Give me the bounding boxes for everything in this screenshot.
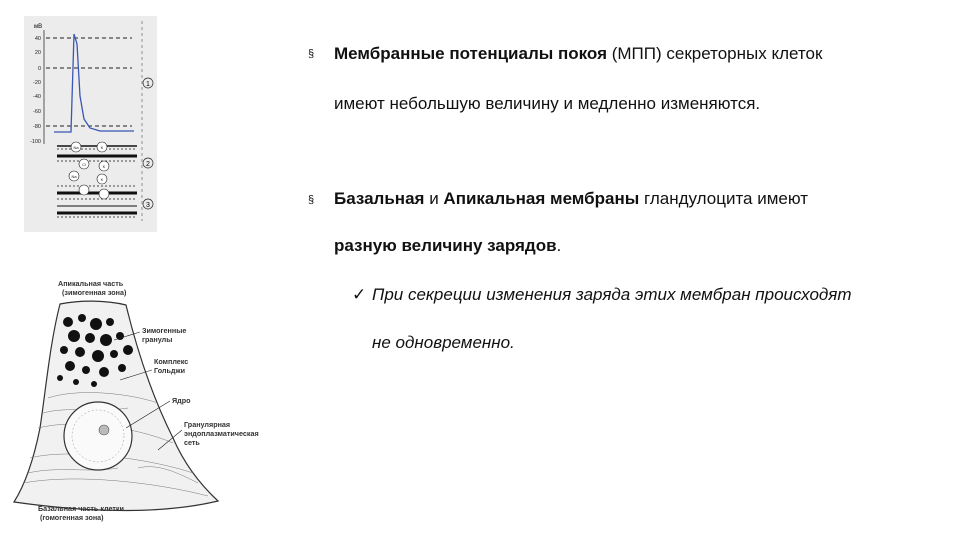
p2-bold-1: Базальная (334, 189, 425, 208)
p2-line2-bold: разную величину зарядов (334, 236, 557, 255)
tick-label: 20 (34, 50, 41, 56)
membrane-diagram (57, 142, 137, 217)
paragraph-3-line-1: При секреции изменения заряда этих мембран происходят (372, 285, 852, 304)
er-label: Гранулярная (184, 420, 231, 429)
er-label: эндоплазматическая (184, 429, 259, 438)
dashed-reference-lines (46, 38, 132, 126)
tick-label: 40 (34, 36, 41, 42)
tick-label: -20 (33, 80, 41, 86)
p1-bold: Мембранные потенциалы покоя (334, 44, 608, 63)
ion-label: K (100, 177, 104, 182)
action-potential-curve (54, 34, 134, 132)
paragraph-1-line-2: имеют небольшую величину и медленно изменяются. (334, 94, 761, 113)
basal-label: Базальная часть клетки (38, 504, 124, 513)
nucleus (64, 402, 132, 470)
membrane-potential-figure (24, 16, 157, 232)
checkmark-icon: ✓ (352, 285, 367, 304)
paragraph-3-line-2: не одновременно. (372, 333, 515, 352)
tick-label: -60 (33, 109, 41, 115)
er-label: сеть (184, 438, 200, 447)
ion-label: K (102, 164, 106, 169)
p2-line2-end: . (556, 236, 562, 255)
cell-outline (14, 301, 218, 510)
apical-label: (зимогенная зона) (62, 288, 127, 297)
paragraph-1-line-1 (334, 44, 822, 64)
bullet-marker: § (308, 48, 315, 60)
marker-label: 3 (146, 202, 150, 209)
tick-label: -80 (33, 124, 41, 130)
ion-label: Na (71, 174, 77, 179)
glandulocyte-figure (8, 278, 298, 530)
marker-label: 2 (146, 161, 150, 168)
unit-label: мВ (34, 24, 43, 30)
y-axis (30, 30, 44, 145)
marker-label: 1 (146, 81, 150, 88)
p2-rest: гландулоцита имеют (639, 189, 809, 208)
basal-label: (гомогенная зона) (40, 513, 104, 522)
p2-mid: и (424, 189, 444, 208)
paragraph-2-line-2 (334, 236, 561, 256)
tick-label: 0 (37, 66, 41, 72)
tick-label: -40 (33, 94, 41, 100)
zymogen-label: гранулы (142, 335, 173, 344)
p1-rest: (МПП) секреторных клеток (607, 44, 823, 63)
golgi-label: Гольджи (154, 366, 185, 375)
circle-markers (143, 78, 153, 209)
golgi-label: Комплекс (154, 357, 189, 366)
ion-label: Cl (82, 162, 86, 167)
nucleus-label: Ядро (172, 396, 191, 405)
ion-label: Na (73, 145, 79, 150)
apical-label: Апикальная часть (58, 279, 124, 288)
p2-bold-2: Апикальная мембраны (443, 189, 640, 208)
tick-label: -100 (29, 139, 41, 145)
zymogen-label: Зимогенные (142, 326, 187, 335)
bullet-marker: § (308, 194, 315, 206)
paragraph-2-line-1 (334, 189, 808, 209)
ion-label: K (100, 145, 104, 150)
